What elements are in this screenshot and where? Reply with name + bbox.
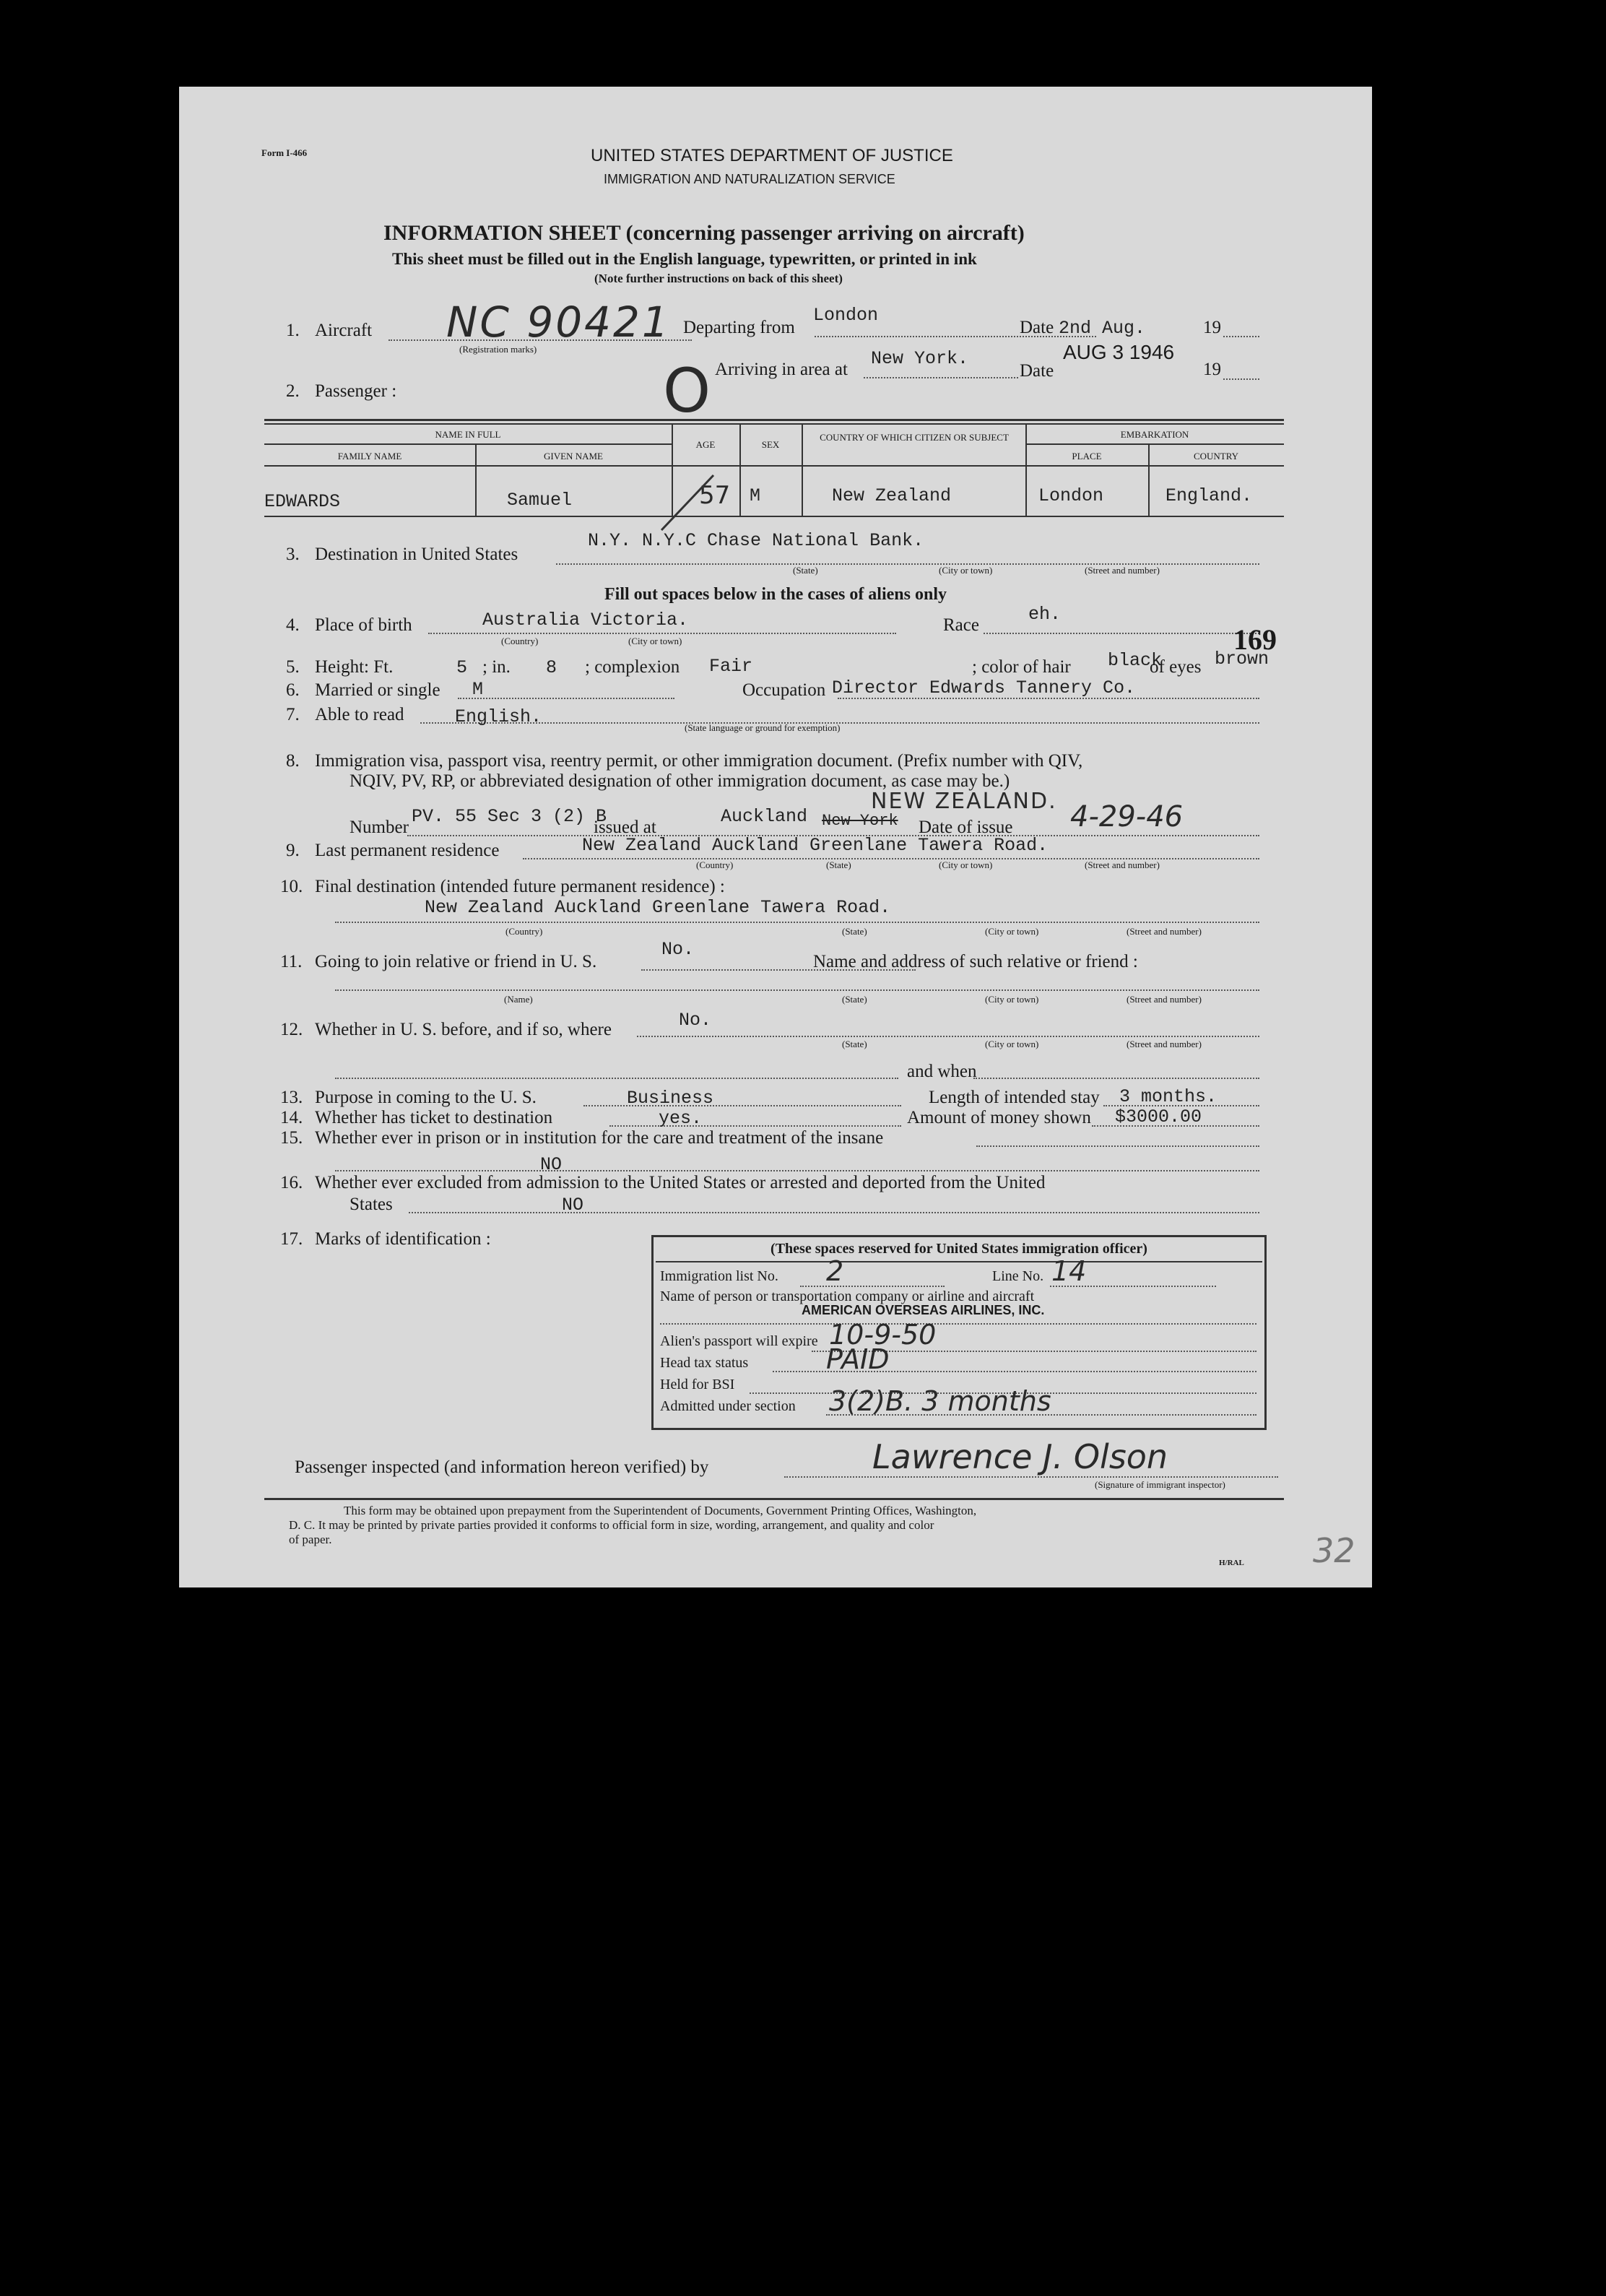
passenger-label: Passenger : <box>315 381 397 401</box>
family-name-value: EDWARDS <box>264 491 341 512</box>
married-value: M <box>472 679 484 700</box>
q13-number: 13. <box>280 1088 303 1107</box>
admitted-label: Admitted under section <box>660 1398 796 1414</box>
height-ft-value: 5 <box>456 657 468 678</box>
birthplace-label: Place of birth <box>315 615 412 635</box>
purpose-value: Business <box>627 1088 714 1109</box>
and-when-label: and when <box>907 1062 977 1081</box>
year-label: 19 <box>1203 318 1221 337</box>
aircraft-sub: (Registration marks) <box>459 344 537 355</box>
issued-value: Auckland <box>721 806 808 827</box>
line-value: 14 <box>1051 1255 1087 1287</box>
form-sheet <box>179 87 1372 1587</box>
passport-value: 10-9-50 <box>829 1319 937 1351</box>
q11-number: 11. <box>280 952 303 971</box>
name-in-full-header: NAME IN FULL <box>435 429 501 440</box>
dest-sub-city: (City or town) <box>939 565 993 576</box>
before-label: Whether in U. S. before, and if so, where <box>315 1020 612 1039</box>
dest-sub-street: (Street and number) <box>1085 565 1160 576</box>
form-number: Form I-466 <box>261 147 308 158</box>
printer-mark: H/RAL <box>1219 1559 1244 1567</box>
birthplace-value: Australia Victoria. <box>482 610 689 631</box>
q14-number: 14. <box>280 1108 303 1127</box>
join-relative-value: No. <box>661 939 695 960</box>
res-sub-country: (Country) <box>696 859 734 870</box>
complexion-value: Fair <box>709 656 753 677</box>
money-value: $3000.00 <box>1115 1106 1202 1127</box>
occupation-value: Director Edwards Tannery Co. <box>832 677 1136 698</box>
list-value: 2 <box>826 1255 844 1287</box>
eyes-label: of eyes <box>1150 657 1202 677</box>
issue-date-value: 4-29-46 <box>1070 800 1184 833</box>
passport-label: Alien's passport will expire <box>660 1333 818 1349</box>
read-sub: (State language or ground for exemption) <box>685 722 841 733</box>
headtax-label: Head tax status <box>660 1355 749 1371</box>
stay-value: 3 months. <box>1119 1086 1217 1107</box>
res-sub-city: (City or town) <box>939 859 993 870</box>
height-label: Height: Ft. <box>315 657 394 677</box>
arriving-value: New York. <box>871 348 969 369</box>
q8-number: 8. <box>286 751 300 771</box>
footer-line-3: of paper. <box>289 1533 332 1546</box>
headtax-value: PAID <box>826 1343 890 1375</box>
footer-line-2: D. C. It may be printed by private parties provided it conforms to official form in size, wording, arrangement, and quality and color <box>289 1518 934 1532</box>
q12-number: 12. <box>280 1020 303 1039</box>
citizen-value: New Zealand <box>832 485 952 506</box>
form-title: INFORMATION SHEET (concerning passenger arriving on aircraft) <box>383 221 1025 245</box>
residence-value: New Zealand Auckland Greenlane Tawera Road. <box>582 835 1049 856</box>
signature-sub: (Signature of immigrant inspector) <box>1095 1479 1225 1490</box>
inspector-signature: Lawrence J. Olson <box>872 1437 1168 1476</box>
place-header: PLACE <box>1072 451 1102 462</box>
fd-sub-state: (State) <box>842 926 867 937</box>
hair-label: ; color of hair <box>972 657 1071 677</box>
arriving-label: Arriving in area at <box>715 360 848 379</box>
q16-number: 16. <box>280 1173 303 1192</box>
q2-number: 2. <box>286 381 300 401</box>
transport-value: AMERICAN OVERSEAS AIRLINES, INC. <box>802 1303 1045 1317</box>
q7-number: 7. <box>286 705 300 724</box>
q3-number: 3. <box>286 545 300 564</box>
race-label: Race <box>943 615 979 635</box>
q17-number: 17. <box>280 1229 303 1249</box>
excluded-label-2: States <box>350 1195 393 1214</box>
race-value: eh. <box>1028 604 1062 625</box>
visa-number-value: PV. 55 Sec 3 (2) B <box>412 806 607 827</box>
stay-label: Length of intended stay <box>929 1088 1100 1107</box>
join-relative-label: Going to join relative or friend in U. S. <box>315 952 597 971</box>
sex-value: M <box>750 485 761 506</box>
q15-number: 15. <box>280 1128 303 1148</box>
final-dest-value: New Zealand Auckland Greenlane Tawera Road. <box>425 897 891 918</box>
agency-name: UNITED STATES DEPARTMENT OF JUSTICE <box>591 146 953 165</box>
list-label: Immigration list No. <box>660 1268 778 1284</box>
occupation-label: Occupation <box>742 680 826 700</box>
read-label: Able to read <box>315 705 404 724</box>
line-label: Line No. <box>992 1268 1044 1284</box>
officer-box-heading: (These spaces reserved for United States immigration officer) <box>771 1241 1147 1257</box>
excluded-value: NO <box>562 1195 584 1216</box>
form-note: (Note further instructions on back of this sheet) <box>594 272 843 285</box>
birth-sub-city: (City or town) <box>628 636 682 646</box>
embarkation-header: EMBARKATION <box>1120 429 1189 440</box>
issued-label: issued at <box>594 818 656 837</box>
aircraft-registration: NC 90421 <box>446 298 671 347</box>
q5-number: 5. <box>286 657 300 677</box>
res-sub-state: (State) <box>826 859 851 870</box>
married-label: Married or single <box>315 680 440 700</box>
margin-number: 32 <box>1313 1531 1355 1570</box>
money-label: Amount of money shown <box>907 1108 1091 1127</box>
issue-date-label: Date of issue <box>919 818 1013 837</box>
issued-handwritten: NEW ZEALAND. <box>871 789 1057 814</box>
ticket-label: Whether has ticket to destination <box>315 1108 553 1127</box>
footer-line-1: This form may be obtained upon prepayment from the Superintendent of Documents, Government Printing Offices, Washington, <box>344 1504 977 1517</box>
embark-place-value: London <box>1038 485 1104 506</box>
stamp-number: 169 <box>1233 623 1277 656</box>
visa-text-1: Immigration visa, passport visa, reentry permit, or other immigration document. (Prefix number with QIV, <box>315 751 1083 771</box>
departing-value: London <box>813 305 879 326</box>
given-name-header: GIVEN NAME <box>544 451 603 462</box>
sex-header: SEX <box>761 439 780 450</box>
residence-label: Last permanent residence <box>315 841 500 860</box>
age-slash-mark <box>656 469 721 534</box>
bef-sub-street: (Street and number) <box>1127 1039 1202 1049</box>
inspected-label: Passenger inspected (and information hereon verified) by <box>295 1457 709 1477</box>
bsi-label: Held for BSI <box>660 1377 735 1392</box>
hair-value: black <box>1108 650 1163 671</box>
age-header: AGE <box>695 439 716 450</box>
relative-address-label: Name and address of such relative or friend : <box>813 952 1138 971</box>
embark-country-value: England. <box>1166 485 1253 506</box>
prison-label: Whether ever in prison or in institution for the care and treatment of the insane <box>315 1128 884 1148</box>
marks-label: Marks of identification : <box>315 1229 491 1249</box>
family-name-header: FAMILY NAME <box>337 451 402 462</box>
eyes-value: brown <box>1215 649 1269 670</box>
fd-sub-city: (City or town) <box>985 926 1039 937</box>
fd-sub-street: (Street and number) <box>1127 926 1202 937</box>
destination-value: N.Y. N.Y.C Chase National Bank. <box>588 530 924 551</box>
rel-sub-street: (Street and number) <box>1127 994 1202 1005</box>
q6-number: 6. <box>286 680 300 700</box>
departing-label: Departing from <box>683 318 795 337</box>
date-label: Date <box>1020 318 1054 337</box>
final-dest-label: Final destination (intended future permanent residence) : <box>315 877 725 896</box>
ticket-value: yes. <box>659 1108 703 1129</box>
before-value: No. <box>679 1010 712 1031</box>
country-header: COUNTRY <box>1193 451 1239 462</box>
rel-sub-name: (Name) <box>504 994 533 1005</box>
rel-sub-city: (City or town) <box>985 994 1039 1005</box>
citizenship-header: COUNTRY OF WHICH CITIZEN OR SUBJECT <box>820 432 1009 443</box>
q9-number: 9. <box>286 841 300 860</box>
q10-number: 10. <box>280 877 303 896</box>
issued-struck-value: New York <box>822 812 898 830</box>
complexion-label: ; complexion <box>585 657 680 677</box>
fd-sub-country: (Country) <box>505 926 543 937</box>
service-name: IMMIGRATION AND NATURALIZATION SERVICE <box>604 172 895 186</box>
bef-sub-city: (City or town) <box>985 1039 1039 1049</box>
height-in-label: ; in. <box>482 657 511 677</box>
year2-label: 19 <box>1203 360 1221 379</box>
arriving-date-label: Date <box>1020 361 1054 381</box>
circled-o-mark: O <box>663 355 711 426</box>
prison-value: NO <box>540 1154 563 1175</box>
read-value: English. <box>455 706 542 727</box>
visa-text-2: NQIV, PV, RP, or abbreviated designation of other immigration document, as case may be.) <box>350 771 1010 791</box>
date-value: 2nd Aug. <box>1059 318 1146 339</box>
admitted-value: 3(2)B. 3 months <box>829 1385 1051 1417</box>
rel-sub-state: (State) <box>842 994 867 1005</box>
q1-number: 1. <box>286 321 300 340</box>
destination-label: Destination in United States <box>315 545 518 564</box>
q4-number: 4. <box>286 615 300 635</box>
purpose-label: Purpose in coming to the U. S. <box>315 1088 537 1107</box>
age-value: 57 <box>699 481 731 510</box>
form-subtitle: This sheet must be filled out in the English language, typewritten, or printed in ink <box>392 250 977 268</box>
excluded-label: Whether ever excluded from admission to the United States or arrested and deported from the United <box>315 1173 1046 1192</box>
dest-sub-state: (State) <box>793 565 818 576</box>
height-in-value: 8 <box>546 657 557 678</box>
res-sub-street: (Street and number) <box>1085 859 1160 870</box>
aliens-heading: Fill out spaces below in the cases of aliens only <box>604 585 947 604</box>
bef-sub-state: (State) <box>842 1039 867 1049</box>
aircraft-label: Aircraft <box>315 321 373 340</box>
given-name-value: Samuel <box>507 490 573 511</box>
arrival-stamp-date: AUG 3 1946 <box>1063 341 1175 363</box>
transport-label: Name of person or transportation company or airline and aircraft <box>660 1288 1035 1304</box>
visa-number-label: Number <box>350 818 409 837</box>
birth-sub-country: (Country) <box>501 636 539 646</box>
